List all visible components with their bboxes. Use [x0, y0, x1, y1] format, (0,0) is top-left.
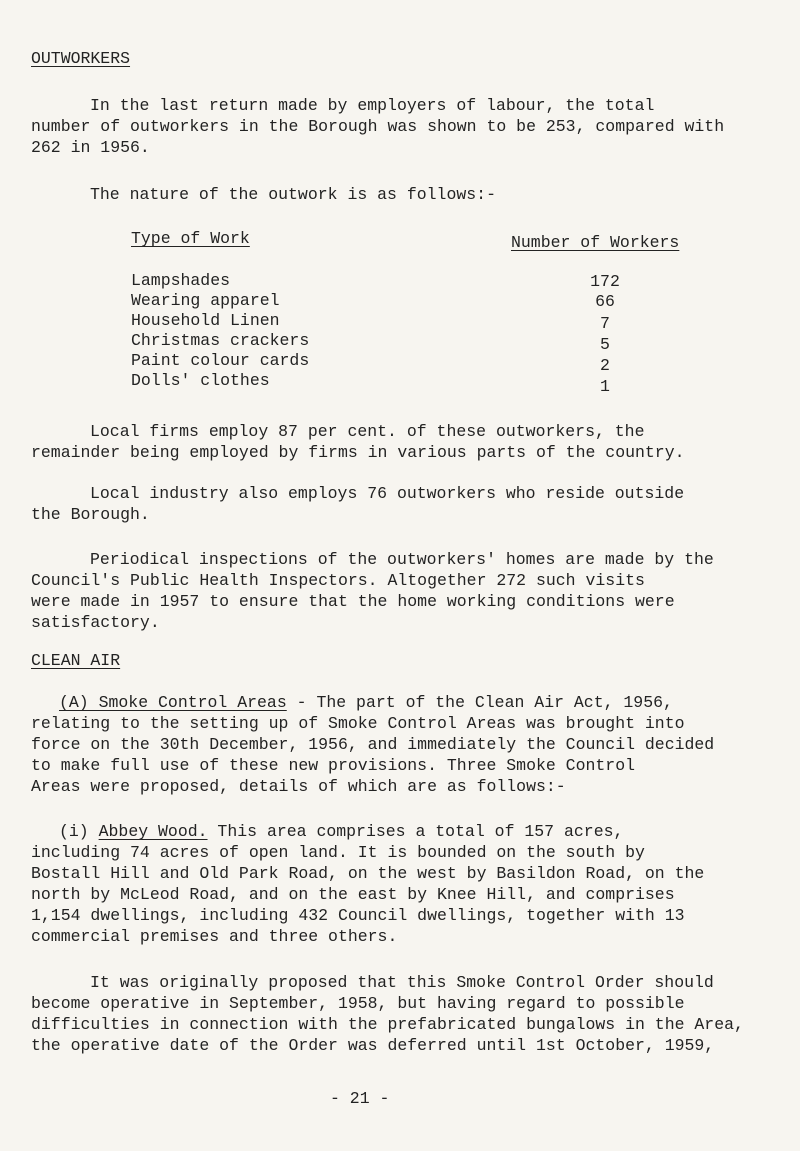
paragraph-total-outworkers-line3: 262 in 1956.: [31, 138, 150, 157]
abbey-wood-line3: Bostall Hill and Old Park Road, on the west by Basildon Road, on the: [31, 864, 705, 883]
abbey-wood-line6: commercial premises and three others.: [31, 927, 398, 946]
table-cell-number: 5: [600, 335, 610, 354]
paragraph-inspections-line4: satisfactory.: [31, 613, 160, 632]
paragraph-inspections-line3: were made in 1957 to ensure that the home working conditions were: [31, 592, 675, 611]
outwork-intro: The nature of the outwork is as follows:-: [90, 185, 496, 204]
table-cell-number: 66: [595, 292, 615, 311]
abbey-wood-line2: including 74 acres of open land. It is bounded on the south by: [31, 843, 645, 862]
paragraph-local-industry-line1: Local industry also employs 76 outworkers who reside outside: [90, 484, 685, 503]
smoke-control-areas-line5: Areas were proposed, details of which are as follows:-: [31, 777, 566, 796]
abbey-wood-line1: [59, 822, 623, 843]
smoke-control-areas-line2: relating to the setting up of Smoke Control Areas was brought into: [31, 714, 685, 733]
operative-date-line2: become operative in September, 1958, but having regard to possible: [31, 994, 685, 1013]
operative-date-line1: It was originally proposed that this Smoke Control Order should: [90, 973, 714, 992]
operative-date-line4: the operative date of the Order was deferred until 1st October, 1959,: [31, 1036, 715, 1055]
abbey-wood-label: Abbey Wood.: [98, 822, 208, 841]
table-header-type: Type of Work: [131, 229, 250, 248]
smoke-control-areas-text: - The part of the Clean Air Act, 1956,: [286, 693, 673, 712]
outworkers-heading: OUTWORKERS: [31, 49, 131, 68]
smoke-control-areas-line1: [59, 693, 673, 714]
table-row: [0, 350, 800, 375]
table-row: [0, 330, 800, 354]
abbey-wood-prefix: (i): [59, 822, 99, 841]
table-cell-type: Household Linen: [131, 311, 280, 330]
paragraph-total-outworkers-line1: In the last return made by employers of labour, the total: [90, 96, 655, 115]
table-cell-number: 7: [600, 314, 610, 333]
paragraph-local-industry-line2: the Borough.: [31, 505, 150, 524]
smoke-control-areas-label: (A) Smoke Control Areas: [59, 693, 287, 712]
table-cell-type: Christmas crackers: [131, 331, 310, 350]
table-row: [0, 310, 800, 331]
table-cell-number: 172: [590, 272, 620, 291]
paragraph-total-outworkers-line2: number of outworkers in the Borough was shown to be 253, compared with: [31, 117, 725, 136]
table-cell-type: Lampshades: [131, 271, 231, 290]
table-cell-number: 1: [600, 377, 610, 396]
paragraph-inspections-line1: Periodical inspections of the outworkers' homes are made by the: [90, 550, 714, 569]
table-cell-number: 2: [600, 356, 610, 375]
table-row: [0, 270, 800, 291]
paragraph-local-firms-line2: remainder being employed by firms in various parts of the country.: [31, 443, 685, 462]
abbey-wood-line5: 1,154 dwellings, including 432 Council dwellings, together with 13: [31, 906, 685, 925]
table-cell-type: Paint colour cards: [131, 351, 310, 370]
table-cell-type: Wearing apparel: [131, 291, 280, 310]
table-row: [0, 370, 800, 396]
operative-date-line3: difficulties in connection with the prefabricated bungalows in the Area,: [31, 1015, 744, 1034]
table-row: [0, 290, 800, 311]
table-cell-type: Dolls' clothes: [131, 371, 270, 390]
abbey-wood-line4: north by McLeod Road, and on the east by Knee Hill, and comprises: [31, 885, 675, 904]
table-header-number: Number of Workers: [511, 233, 680, 252]
paragraph-local-firms-line1: Local firms employ 87 per cent. of these outworkers, the: [90, 422, 645, 441]
page-number: - 21 -: [330, 1089, 390, 1108]
clean-air-heading: CLEAN AIR: [31, 651, 121, 670]
abbey-wood-text: This area comprises a total of 157 acres,: [207, 822, 624, 841]
paragraph-inspections-line2: Council's Public Health Inspectors. Altogether 272 such visits: [31, 571, 645, 590]
smoke-control-areas-line4: to make full use of these new provisions. Three Smoke Control: [31, 756, 635, 775]
smoke-control-areas-line3: force on the 30th December, 1956, and immediately the Council decided: [31, 735, 715, 754]
